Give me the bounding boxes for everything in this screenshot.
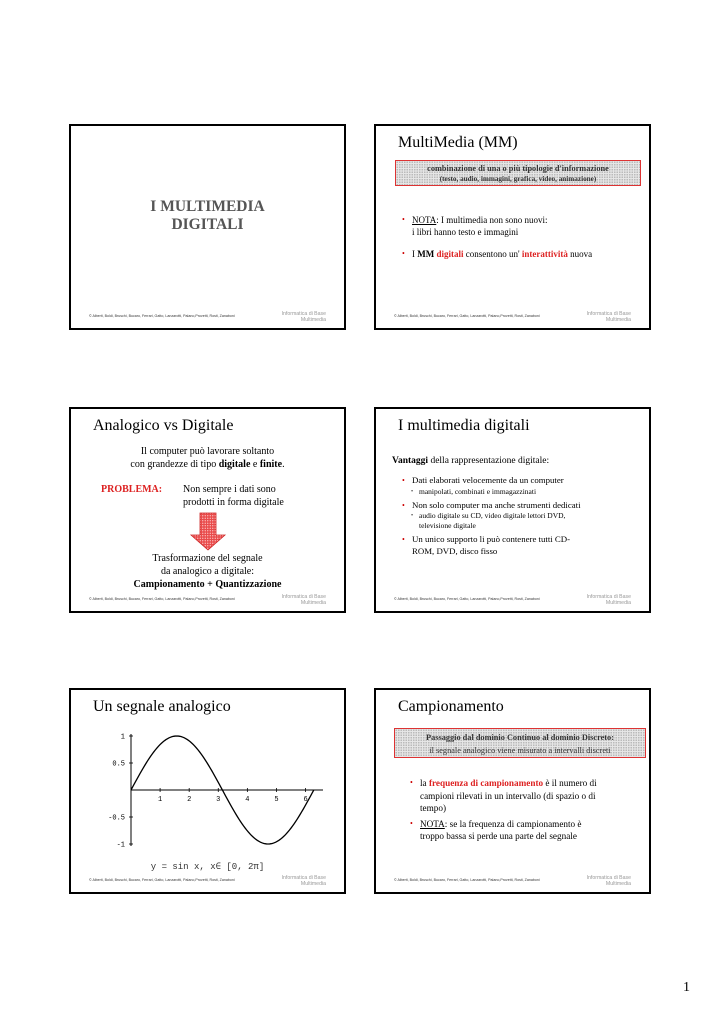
- y-tick-label: -1: [116, 841, 125, 850]
- footer-credit: © Alberti, Boldi, Bruschi, Bucaro, Ferrari, Gatto, Lanzarotti, Palano,Provetti, Rosti, Zanaboni: [89, 878, 235, 882]
- sub-list-item: • audio digitale su CD, video digitale lettori DVD, televisione digitale: [402, 511, 642, 531]
- x-tick-label: 1: [157, 796, 163, 804]
- slide-1: [69, 124, 346, 330]
- footer-course: Informatica di Base Multimedia: [281, 875, 326, 887]
- list-item: • Dati elaborati velocemente da un computer: [402, 475, 642, 487]
- footer-credit: © Alberti, Boldi, Bruschi, Bucaro, Ferrari, Gatto, Lanzarotti, Palano,Provetti, Rosti, Zanaboni: [394, 878, 540, 882]
- y-tick-label: -0.5: [108, 814, 125, 823]
- footer-credit: © Alberti, Boldi, Bruschi, Bucaro, Ferrari, Gatto, Lanzarotti, Palano,Provetti, Rosti, Zanaboni: [89, 597, 235, 601]
- footer-course: Informatica di Base Multimedia: [586, 311, 631, 323]
- sub-list-item: • manipolati, combinati e immagazzinati: [402, 487, 642, 497]
- slide-title: Un segnale analogico: [93, 698, 231, 715]
- transformation-text: Trasformazione del segnale da analogico a digitale: Campionamento + Quantizzazione: [133, 553, 282, 590]
- slide-5: [69, 688, 346, 894]
- bullet-list: [402, 475, 642, 557]
- y-tick-label: 1: [120, 733, 125, 742]
- chart-caption: y = sin x, x∈ [0, 2π]: [150, 862, 265, 872]
- list-item: • NOTA: se la frequenza di campionamento è troppo bassa si perde una parte del segnale: [410, 818, 640, 843]
- y-tick-label: 0.5: [112, 760, 125, 769]
- slide-2: [374, 124, 651, 330]
- footer-course: Informatica di Base Multimedia: [281, 311, 326, 323]
- x-tick-label: 6: [303, 796, 308, 804]
- bullet-list: [402, 214, 642, 260]
- footer-course: Informatica di Base Multimedia: [586, 875, 631, 887]
- list-item: • NOTA: I multimedia non sono nuovi: i libri hanno testo e immagini: [402, 214, 642, 238]
- footer-course: Informatica di Base Multimedia: [586, 594, 631, 606]
- down-arrow-icon: [189, 512, 227, 552]
- slide-3: [69, 407, 346, 613]
- slide-4: [374, 407, 651, 613]
- x-tick-label: 2: [187, 796, 192, 804]
- sine-chart: [101, 730, 331, 860]
- vantaggi-heading: Vantaggi della rappresentazione digitale:: [392, 456, 550, 466]
- footer-credit: © Alberti, Boldi, Bruschi, Bucaro, Ferrari, Gatto, Lanzarotti, Palano,Provetti, Rosti, Zanaboni: [394, 314, 540, 318]
- problema-label: PROBLEMA:: [101, 484, 163, 495]
- page-number: 1: [683, 980, 690, 995]
- footer-credit: © Alberti, Boldi, Bruschi, Bucaro, Ferrari, Gatto, Lanzarotti, Palano,Provetti, Rosti, Zanaboni: [394, 597, 540, 601]
- x-tick-label: 3: [216, 796, 221, 804]
- problema-text: Non sempre i dati sono prodotti in forma digitale: [183, 484, 284, 508]
- list-item: • la frequenza di campionamento è il numero di campioni rilevati in un intervallo (di spazio o di tempo): [410, 777, 640, 815]
- intro-text: Il computer può lavorare soltanto con grandezze di tipo digitale e finite.: [130, 446, 285, 470]
- footer-course: Informatica di Base Multimedia: [281, 594, 326, 606]
- definition-box: Passaggio dal dominio Continuo al dominio Discreto: il segnale analogico viene misurato a intervalli discreti: [394, 728, 646, 758]
- slide-6: [374, 688, 651, 894]
- bullet-list: [410, 777, 640, 843]
- slide-title: Analogico vs Digitale: [93, 417, 234, 434]
- slide-title: I MULTIMEDIA DIGITALI: [150, 198, 265, 233]
- footer-credit: © Alberti, Boldi, Bruschi, Bucaro, Ferrari, Gatto, Lanzarotti, Palano,Provetti, Rosti, Zanaboni: [89, 314, 235, 318]
- slide-title: I multimedia digitali: [398, 417, 530, 434]
- list-item: • I MM digitali consentono un' interattività nuova: [402, 248, 642, 260]
- list-item: • Un unico supporto li può contenere tutti CD- ROM, DVD, disco fisso: [402, 534, 642, 557]
- definition-box: combinazione di una o più tipologie d'informazione (testo, audio, immagini, grafica, video, animazione): [395, 160, 641, 186]
- slide-title: Campionamento: [398, 698, 504, 715]
- list-item: • Non solo computer ma anche strumenti dedicati: [402, 500, 642, 512]
- x-tick-label: 5: [274, 796, 279, 804]
- x-tick-label: 4: [245, 796, 250, 804]
- slide-title: MultiMedia (MM): [398, 134, 518, 151]
